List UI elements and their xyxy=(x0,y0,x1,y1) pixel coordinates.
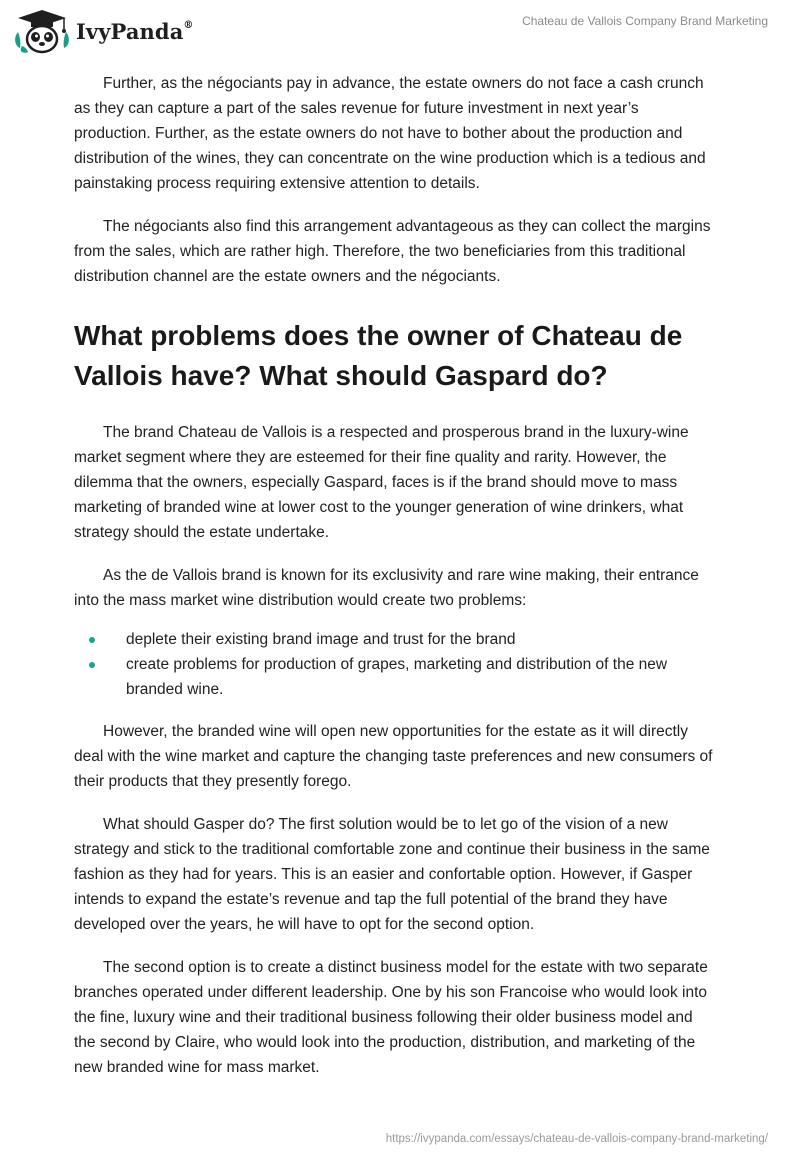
list-item xyxy=(74,627,714,652)
paragraph-3: The brand Chateau de Vallois is a respected and prosperous brand in the luxury-wine market segment where they are esteemed for their fine quality and rarity. However, the dilemma that the owners, especially Gaspard, faces is if the brand should move to mass marketing of branded wine at lower cost to the younger generation of wine drinkers, what strategy should the estate undertake. xyxy=(74,424,689,541)
registered-mark: ® xyxy=(183,19,194,31)
document-title: Chateau de Vallois Company Brand Marketing xyxy=(522,14,768,28)
section-heading: What problems does the owner of Chateau de Vallois have? What should Gaspard do? xyxy=(74,320,683,391)
bullet-dot-icon xyxy=(89,662,95,668)
problems-list xyxy=(74,627,714,702)
source-url-link[interactable]: https://ivypanda.com/essays/chateau-de-vallois-company-brand-marketing/ xyxy=(385,1133,768,1145)
page-header xyxy=(0,0,800,60)
paragraph-1: Further, as the négociants pay in advance, the estate owners do not face a cash crunch as they can capture a part of the sales revenue for future investment in next year’s production. Further, as the estate owners do not have to bother about the production and distribution of the wines, they can concentrate on the wine production which is a tedious and painstaking process requiring extensive attention to details. xyxy=(74,75,706,192)
paragraph-7: The second option is to create a distinct business model for the estate with two separate branches operated under different leadership. One by his son Francoise who would look into the fine, luxury wine and their traditional business following their older business model and the second by Claire, who would look into the production, distribution, and marketing of the new branded wine for mass market. xyxy=(74,959,708,1076)
logo-wordmark xyxy=(76,19,194,44)
panda-logo-icon xyxy=(14,8,70,54)
ivypanda-logo[interactable] xyxy=(14,8,194,54)
list-item-text: deplete their existing brand image and trust for the brand xyxy=(126,631,516,648)
list-item xyxy=(74,652,714,702)
logo-name: IvyPanda xyxy=(76,18,184,44)
article-body xyxy=(74,71,714,1098)
paragraph-5: However, the branded wine will open new opportunities for the estate as it will directly deal with the wine market and capture the changing taste preferences and new consumers of their products that they presently forego. xyxy=(74,723,713,790)
paragraph-2: The négociants also find this arrangement advantageous as they can collect the margins from the sales, which are rather high. Therefore, the two beneficiaries from this traditional distribution channel are the estate owners and the négociants. xyxy=(74,218,711,285)
paragraph-6: What should Gasper do? The first solution would be to let go of the vision of a new strategy and stick to the traditional comfortable zone and continue their business in the same fashion as they had for years. This is an easier and confortable option. However, if Gasper intends to expand the estate’s revenue and tap the full potential of the brand they have developed over the years, he will have to opt for the second option. xyxy=(74,816,710,933)
list-item-text: create problems for production of grapes, marketing and distribution of the new branded wine. xyxy=(126,656,668,698)
paragraph-4: As the de Vallois brand is known for its exclusivity and rare wine making, their entrance into the mass market wine distribution would create two problems: xyxy=(74,567,699,609)
bullet-dot-icon xyxy=(89,637,95,643)
